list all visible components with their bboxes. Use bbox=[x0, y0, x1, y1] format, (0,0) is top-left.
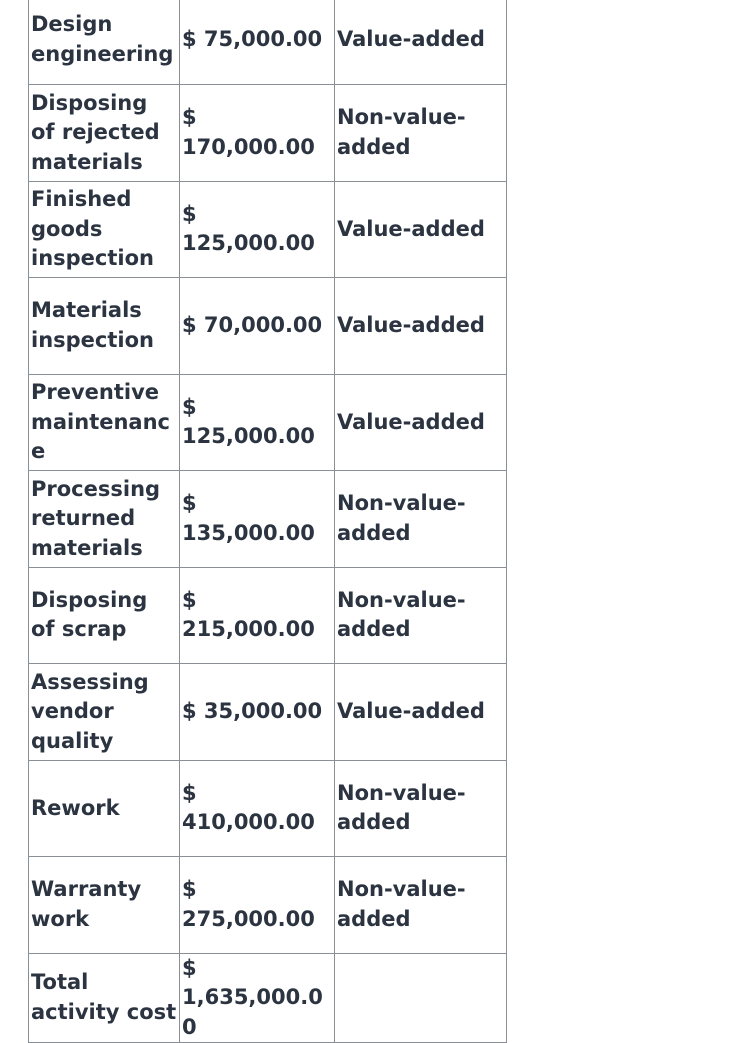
table-row bbox=[29, 85, 507, 182]
category-cell: Value-added bbox=[335, 664, 507, 761]
activity-cell: Materials inspection bbox=[29, 278, 180, 375]
cost-cell: $ 35,000.00 bbox=[180, 664, 335, 761]
table-row bbox=[29, 664, 507, 761]
cost-cell: $ 125,000.00 bbox=[180, 374, 335, 471]
category-cell: Non-value-added bbox=[335, 857, 507, 954]
activity-cost-table bbox=[28, 0, 507, 1043]
category-cell: Value-added bbox=[335, 278, 507, 375]
category-cell: Value-added bbox=[335, 181, 507, 278]
total-cost-cell: $ 1,635,000.00 bbox=[180, 953, 335, 1043]
total-row bbox=[29, 953, 507, 1043]
activity-cell: Rework bbox=[29, 760, 180, 857]
activity-cell: Finished goods inspection bbox=[29, 181, 180, 278]
cost-cell: $ 135,000.00 bbox=[180, 471, 335, 568]
cost-cell: $ 215,000.00 bbox=[180, 567, 335, 664]
activity-cell: Processing returned materials bbox=[29, 471, 180, 568]
total-category-cell bbox=[335, 953, 507, 1043]
activity-cell: Design engineering bbox=[29, 0, 180, 85]
activity-cell: Disposing of scrap bbox=[29, 567, 180, 664]
activity-cell: Assessing vendor quality bbox=[29, 664, 180, 761]
cost-cell: $ 170,000.00 bbox=[180, 85, 335, 182]
category-cell: Value-added bbox=[335, 0, 507, 85]
total-label-cell: Total activity cost bbox=[29, 953, 180, 1043]
activity-cell: Preventive maintenance bbox=[29, 374, 180, 471]
table-row bbox=[29, 760, 507, 857]
cost-cell: $ 410,000.00 bbox=[180, 760, 335, 857]
table-row bbox=[29, 181, 507, 278]
table-row bbox=[29, 567, 507, 664]
category-cell: Value-added bbox=[335, 374, 507, 471]
activity-cell: Warranty work bbox=[29, 857, 180, 954]
cost-cell: $ 70,000.00 bbox=[180, 278, 335, 375]
category-cell: Non-value-added bbox=[335, 85, 507, 182]
cost-cell: $ 125,000.00 bbox=[180, 181, 335, 278]
cost-cell: $ 75,000.00 bbox=[180, 0, 335, 85]
activity-cell: Disposing of rejected materials bbox=[29, 85, 180, 182]
cost-cell: $ 275,000.00 bbox=[180, 857, 335, 954]
table-row bbox=[29, 374, 507, 471]
category-cell: Non-value-added bbox=[335, 471, 507, 568]
table-row bbox=[29, 278, 507, 375]
activity-cost-table-container bbox=[28, 0, 506, 1043]
table-row bbox=[29, 0, 507, 85]
category-cell: Non-value-added bbox=[335, 760, 507, 857]
table-row bbox=[29, 857, 507, 954]
table-row bbox=[29, 471, 507, 568]
category-cell: Non-value-added bbox=[335, 567, 507, 664]
